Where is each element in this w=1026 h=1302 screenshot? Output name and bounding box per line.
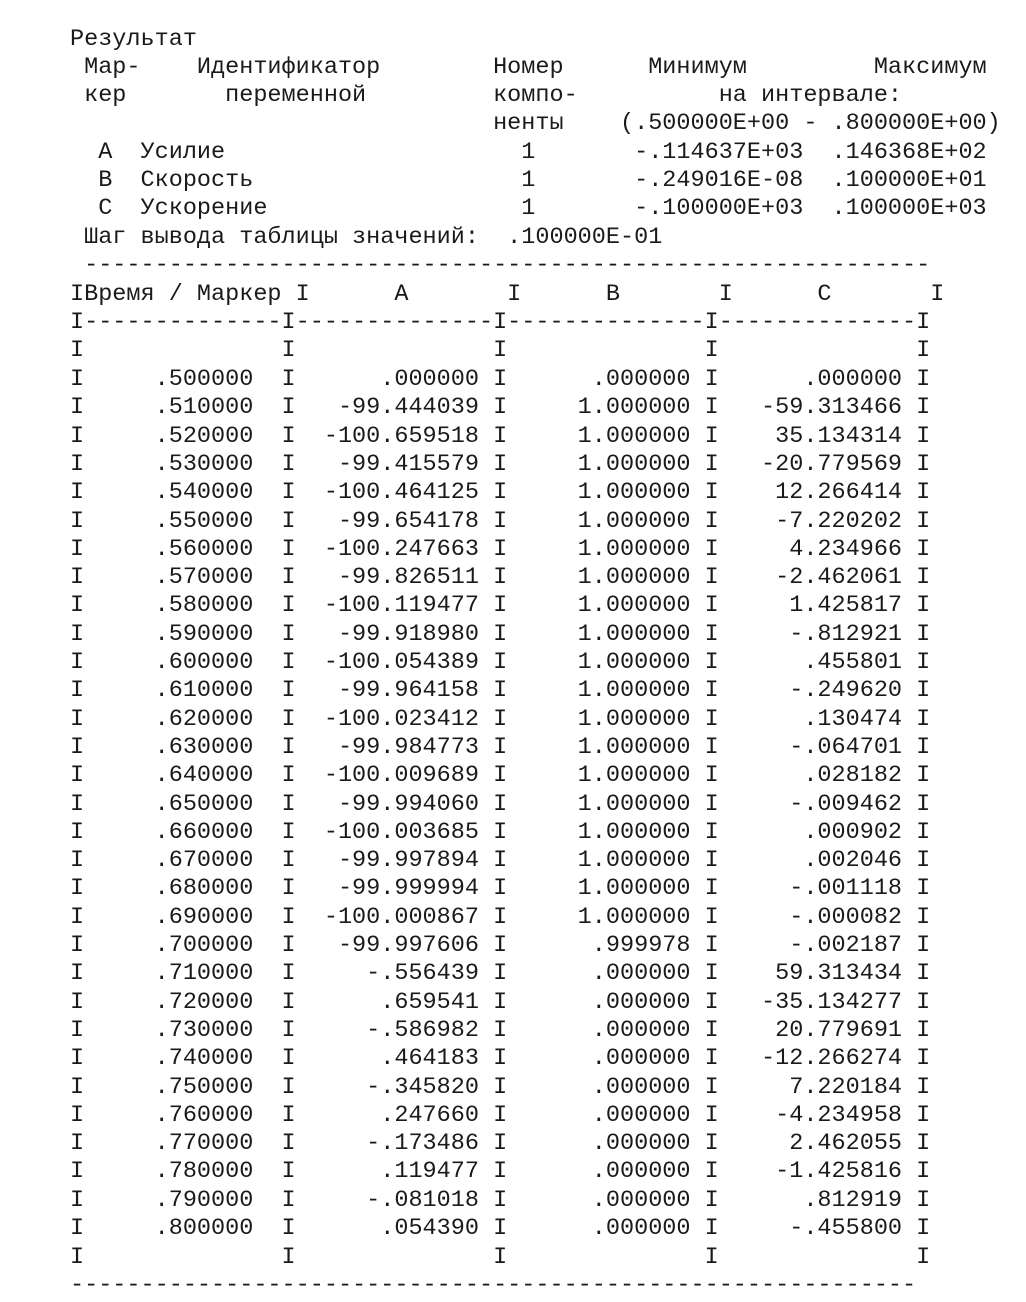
table-row: I .520000 I -100.659518 I 1.000000 I 35.134314 I xyxy=(70,422,931,450)
column-header-line-2: кер переменной компо- на интервале: xyxy=(70,82,903,109)
table-row: I .550000 I -99.654178 I 1.000000 I -7.220202 I xyxy=(70,507,931,535)
table-row: I .710000 I -.556439 I .000000 I 59.313434 I xyxy=(70,960,931,988)
table-row: I .580000 I -100.119477 I 1.000000 I 1.425817 I xyxy=(70,592,931,620)
table-row: I .750000 I -.345820 I .000000 I 7.220184 I xyxy=(70,1073,931,1101)
table-row: I .780000 I .119477 I .000000 I -1.425816 I xyxy=(70,1158,931,1186)
table-row: I .620000 I -100.023412 I 1.000000 I .130474 I xyxy=(70,705,931,733)
table-row: I .590000 I -99.918980 I 1.000000 I -.812921 I xyxy=(70,620,931,648)
table-row: I .740000 I .464183 I .000000 I -12.266274 I xyxy=(70,1045,931,1073)
top-rule: ------------------------------------------------------------ xyxy=(70,252,931,279)
table-empty-row-top: I I I I I xyxy=(70,337,931,364)
column-header-line-1: Мар- Идентификатор Номер Минимум Максимум xyxy=(70,54,987,81)
table-row: I .560000 I -100.247663 I 1.000000 I 4.234966 I xyxy=(70,535,931,563)
table-row: I .790000 I -.081018 I .000000 I .812919 I xyxy=(70,1186,931,1214)
table-row: I .530000 I -99.415579 I 1.000000 I -20.779569 I xyxy=(70,450,931,478)
table-row: I .720000 I .659541 I .000000 I -35.134277 I xyxy=(70,988,931,1016)
table-row: I .570000 I -99.826511 I 1.000000 I -2.462061 I xyxy=(70,564,931,592)
table-row: I .680000 I -99.999994 I 1.000000 I -.001118 I xyxy=(70,875,931,903)
table-row: I .630000 I -99.984773 I 1.000000 I -.064701 I xyxy=(70,733,931,761)
table-row: I .610000 I -99.964158 I 1.000000 I -.249620 I xyxy=(70,677,931,705)
column-header-line-3: ненты (.500000E+00 - .800000E+00) xyxy=(70,110,1001,137)
variable-row-a: A Усилие 1 -.114637E+03 .146368E+02 xyxy=(70,139,987,166)
table-header-separator: I--------------I--------------I--------------I--------------I xyxy=(70,309,931,336)
table-empty-row-bottom: I I I I I xyxy=(70,1244,931,1271)
table-row: I .510000 I -99.444039 I 1.000000 I -59.313466 I xyxy=(70,394,931,422)
table-row: I .540000 I -100.464125 I 1.000000 I 12.266414 I xyxy=(70,479,931,507)
bottom-rule: ------------------------------------------------------------ xyxy=(70,1272,917,1299)
table-header: IВремя / Маркер I A I B I C I xyxy=(70,281,945,308)
variable-row-c: C Ускорение 1 -.100000E+03 .100000E+03 xyxy=(70,195,987,222)
table-row: I .500000 I .000000 I .000000 I .000000 I xyxy=(70,366,931,393)
table-row: I .730000 I -.586982 I .000000 I 20.779691 I xyxy=(70,1016,931,1044)
table-row: I .760000 I .247660 I .000000 I -4.234958 I xyxy=(70,1101,931,1129)
table-row: I .800000 I .054390 I .000000 I -.455800 I xyxy=(70,1215,931,1242)
table-row: I .670000 I -99.997894 I 1.000000 I .002046 I xyxy=(70,847,931,875)
result-title: Результат xyxy=(70,26,197,53)
table-row: I .690000 I -100.000867 I 1.000000 I -.000082 I xyxy=(70,903,931,931)
output-step-line: Шаг вывода таблицы значений: .100000E-01 xyxy=(70,224,663,251)
table-row: I .660000 I -100.003685 I 1.000000 I .000902 I xyxy=(70,818,931,846)
table-row: I .700000 I -99.997606 I .999978 I -.002187 I xyxy=(70,932,931,959)
table-row: I .770000 I -.173486 I .000000 I 2.462055 I xyxy=(70,1130,931,1158)
table-row: I .600000 I -100.054389 I 1.000000 I .455801 I xyxy=(70,649,931,676)
variable-row-b: B Скорость 1 -.249016E-08 .100000E+01 xyxy=(70,167,987,194)
table-row: I .650000 I -99.994060 I 1.000000 I -.009462 I xyxy=(70,790,931,818)
table-row: I .640000 I -100.009689 I 1.000000 I .028182 I xyxy=(70,762,931,790)
